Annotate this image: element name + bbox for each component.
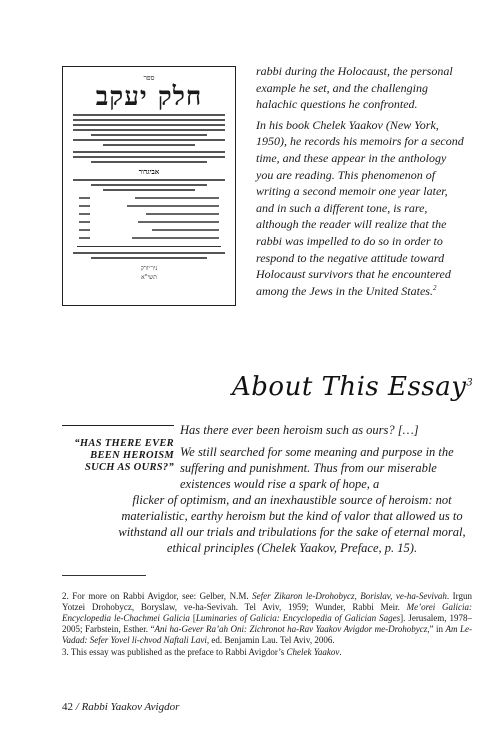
- cover-text-block-1: [73, 114, 225, 146]
- footnote-ref-3: 3: [466, 377, 474, 389]
- running-footer: [62, 701, 179, 713]
- footnote-3: 3. This essay was published as the preface to Rabbi Avigdor’s Chelek Yaakov.: [62, 647, 342, 657]
- right-paragraph-2: [256, 117, 466, 300]
- cover-text-block-2: [73, 151, 225, 163]
- cover-author-word: אביגדור: [138, 167, 160, 176]
- pull-quote: “HAS THERE EVER BEEN HEROISM SUCH AS OURS?”: [62, 425, 174, 474]
- cover-top-word: ספר: [143, 74, 155, 82]
- page-number: 42: [62, 701, 73, 713]
- footer-separator: /: [73, 701, 82, 713]
- right-paragraph-2-lead: In his book: [256, 117, 313, 132]
- cover-text-block-4: [73, 252, 225, 259]
- cover-title: חלק יעקב: [95, 82, 203, 112]
- running-title: Rabbi Yaakov Avigdor: [81, 701, 180, 713]
- right-column-text: [256, 63, 466, 299]
- cover-place: ניו־יורק: [140, 265, 158, 272]
- body-line-1: Has there ever been heroism such as ours? […]: [180, 423, 419, 437]
- right-paragraph-2-book-title: Chelek Yaakov: [312, 117, 383, 132]
- cover-text-block-3: [73, 179, 225, 191]
- footnote-rule: [62, 575, 146, 576]
- cover-divider: [77, 246, 221, 247]
- body-paragraph-2-top: We still searched for some meaning and purpose in the suffering and punishment. Thus from our miserable existences would rise a spark of hope, a: [180, 445, 454, 491]
- cover-year: תשי"א: [141, 274, 157, 281]
- body-paragraph-2-bottom: flicker of optimism, and an inexhaustible source of heroism: not materialistic, earthy heroism but the kind of valor that allowed us to withstand all our trials and tribulations for the sake of eternal moral, ethical principles (Chelek Yaakov, Preface, p. 15).: [118, 493, 466, 555]
- footnote-ref-2: 2: [432, 283, 437, 292]
- right-paragraph-1: rabbi during the Holocaust, the personal example he set, and the challenging halachic questions he confronted.: [256, 64, 453, 112]
- section-heading-text: About This Essay: [232, 372, 467, 402]
- footnote-2: 2. For more on Rabbi Avigdor, see: Gelber, N.M. Sefer Zikaron le-Drohobycz, Borislav, ve-ha-Sevivah. Irgun Yotzei Drohobycz, Boryslaw, ve-ha-Sevivah. Tel Aviv, 1959; Wunder, Rabbi Meir. Me’orei Galicia: Encyclopedia le-Chachmei Galicia [Luminaries of Galicia: Encyclopedia of Galician Sages]. Jerusalem, 1978–2005; Farbstein, Esther. “Ani ha-Gever Ra’ah Oni: Zichronot ha-Rav Yaakov Avigdor me-Drohobycz,” in Am Le-Vadad: Sefer Yovel li-chvod Naftali Lavi, ed. Benjamin Lau. Tel Aviv, 2006.: [62, 591, 473, 645]
- book-title-page-image: [62, 66, 236, 306]
- right-paragraph-2-body: (New York, 1950), he records his memoirs for a second time, and these appear in the anthology you are reading. This phenomenon of writing a second memoir one year later, and in such a different tone, is rare, although the reader will realize that the rabbi was impelled to do so in order to respond to the negative attitude toward Holocaust survivors that he encountered among the Jews in the United States.: [256, 117, 464, 298]
- section-heading: [232, 372, 482, 402]
- footnotes: [62, 591, 472, 659]
- cover-contents-list: [79, 195, 219, 241]
